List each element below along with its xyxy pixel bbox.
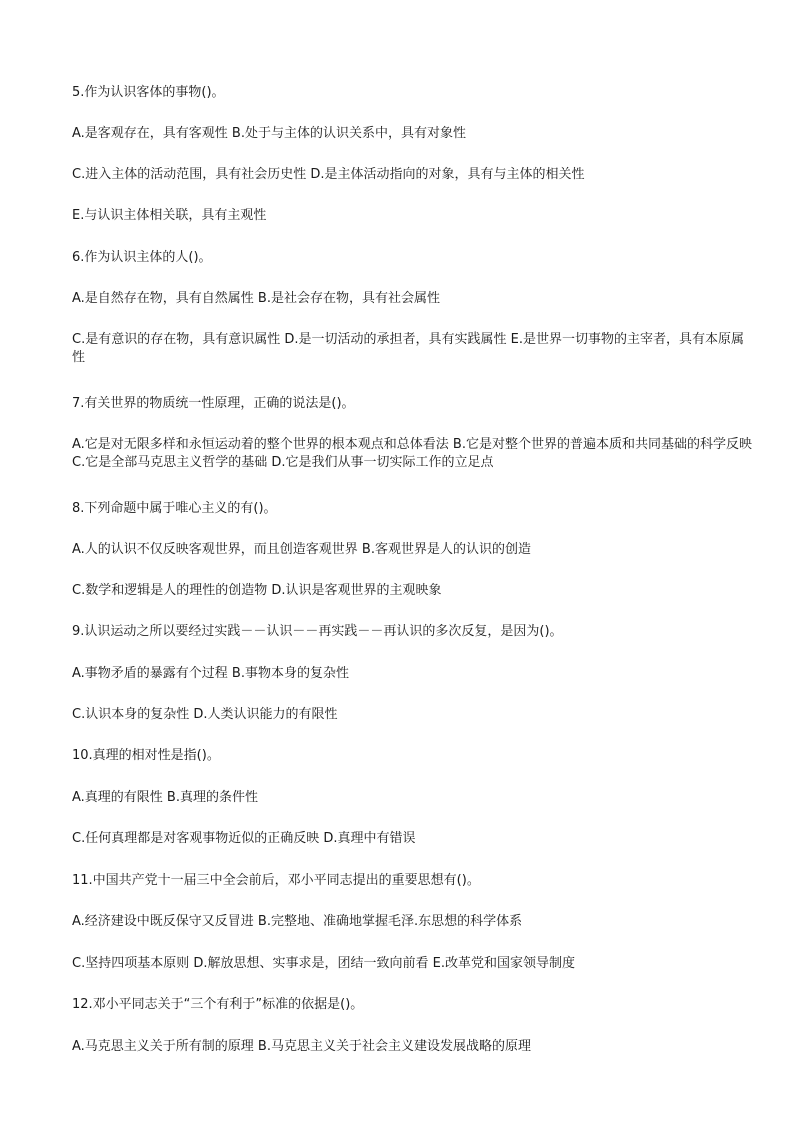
question-9-options-cd: C.认识本身的复杂性 D.人类认识能力的有限性: [72, 707, 338, 722]
question-9-options-ab: A.事物矛盾的暴露有个过程 B.事物本身的复杂性: [72, 666, 349, 681]
question-11-options-cde: C.坚持四项基本原则 D.解放思想、实事求是，团结一致向前看 E.改革党和国家领导制度: [72, 956, 575, 971]
question-6-stem: 6.作为认识主体的人()。: [72, 250, 212, 265]
question-12-options-ab: A.马克思主义关于所有制的原理 B.马克思主义关于社会主义建设发展战略的原理: [72, 1039, 531, 1054]
question-5-option-e: E.与认识主体相关联，具有主观性: [72, 208, 267, 223]
question-12-stem: 12.邓小平同志关于“三个有利于”标准的依据是()。: [72, 997, 364, 1012]
question-6-options-ab: A.是自然存在物，具有自然属性 B.是社会存在物，具有社会属性: [72, 291, 440, 306]
question-11-options-ab: A.经济建设中既反保守又反冒进 B.完整地、准确地掌握毛泽.东思想的科学体系: [72, 914, 523, 929]
question-7-options: A.它是对无限多样和永恒运动着的整个世界的根本观点和总体看法 B.它是对整个世界的普遍本质和共同基础的科学反映 C.它是全部马克思主义哲学的基础 D.它是我们从事一切实际工作的立足点: [72, 437, 752, 470]
question-7-stem: 7.有关世界的物质统一性原理，正确的说法是()。: [72, 396, 355, 411]
question-5-stem: 5.作为认识客体的事物()。: [72, 85, 225, 100]
question-5-options-cd: C.进入主体的活动范围，具有社会历史性 D.是主体活动指向的对象，具有与主体的相关性: [72, 167, 585, 182]
question-5-options-ab: A.是客观存在，具有客观性 B.处于与主体的认识关系中，具有对象性: [72, 126, 466, 141]
question-10-stem: 10.真理的相对性是指()。: [72, 748, 220, 763]
question-10-options-cd: C.任何真理都是对客观事物近似的正确反映 D.真理中有错误: [72, 831, 416, 846]
question-8-options-ab: A.人的认识不仅反映客观世界，而且创造客观世界 B.客观世界是人的认识的创造: [72, 542, 531, 557]
question-8-stem: 8.下列命题中属于唯心主义的有()。: [72, 501, 277, 516]
question-8-options-cd: C.数学和逻辑是人的理性的创造物 D.认识是客观世界的主观映象: [72, 583, 442, 598]
question-6-options-cde: C.是有意识的存在物，具有意识属性 D.是一切活动的承担者，具有实践属性 E.是世界一切事物的主宰者，具有本原属性: [72, 332, 744, 365]
question-9-stem: 9.认识运动之所以要经过实践－－认识－－再实践－－再认识的多次反复，是因为()。: [72, 624, 563, 639]
question-11-stem: 11.中国共产党十一届三中全会前后，邓小平同志提出的重要思想有()。: [72, 873, 480, 888]
question-10-options-ab: A.真理的有限性 B.真理的条件性: [72, 790, 258, 805]
